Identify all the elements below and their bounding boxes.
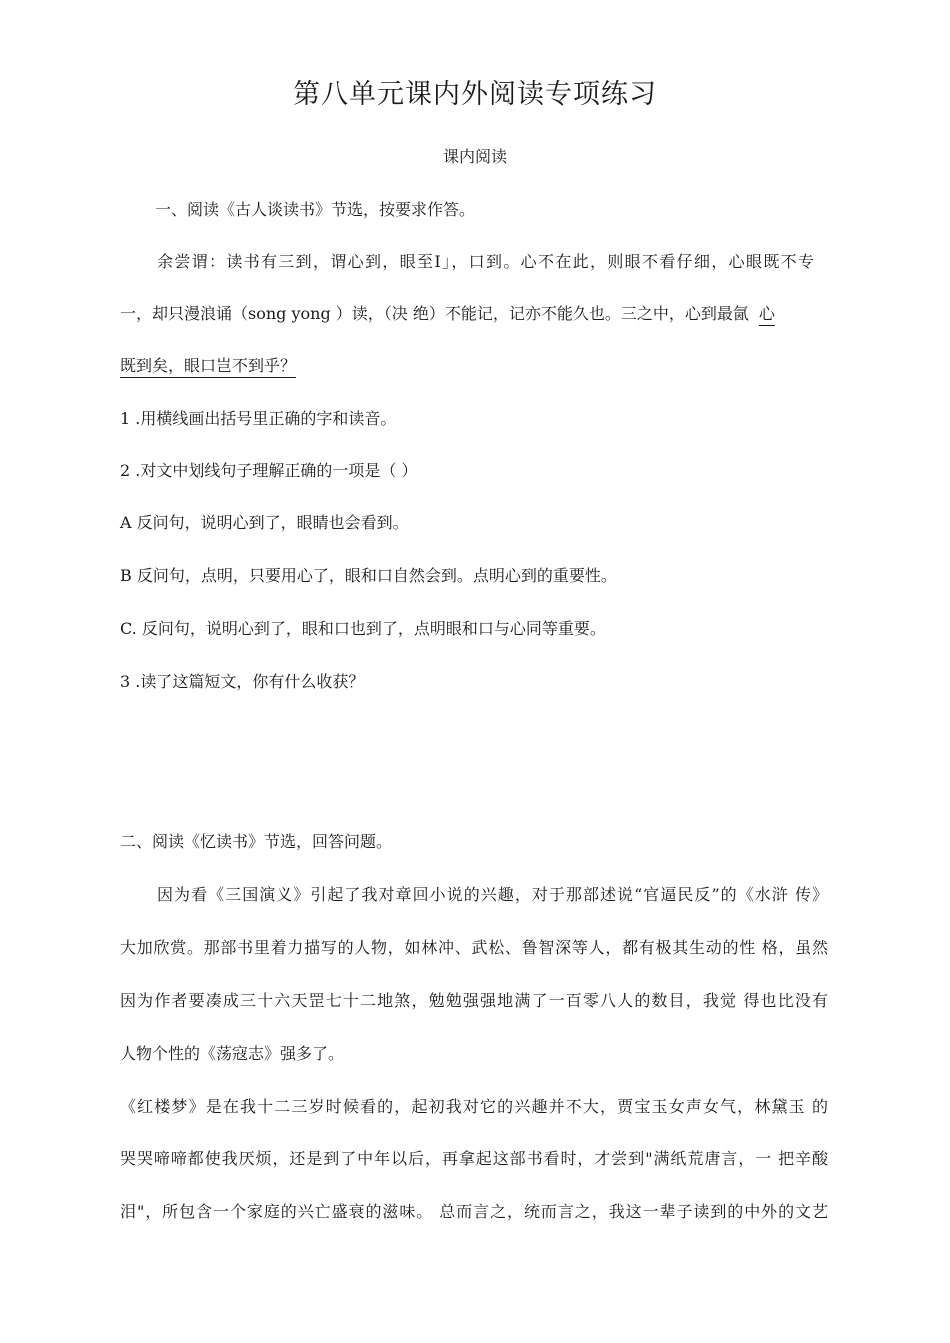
page-title: 第八单元课内外阅读专项练习 [293,79,657,110]
p1-line-4: 人物个性的《荡寇志》强多了。 [120,1044,345,1063]
passage-line-2-text: 一，却只漫浪诵（song yong ）读，（决 绝）不能记，记亦不能久也。三之中，心到最氤 [120,304,749,323]
section-subtitle: 课内阅读 [442,147,507,166]
p2-line-1: 《红楼梦》是在我十二三岁时候看的，起初我对它的兴趣并不大，贾宝玉女声女气，林黛玉 的 [120,1097,828,1116]
section1-heading: 一、阅读《古人谈读书》节选，按要求作答。 [155,200,476,219]
option-a: A 反问句，说明心到了，眼睛也会看到。 [120,513,409,532]
question-1: 1 .用横线画出括号里正确的字和读音。 [120,409,397,428]
p1-line-2: 大加欣赏。那部书里着力描写的人物，如林冲、武松、鲁智深等人，都有极其生动的性 格，虽然 [120,938,828,957]
section2-heading: 二、阅读《忆读书》节选，回答问题。 [120,832,393,851]
passage-line-3 [120,355,296,377]
underlined-sentence-start: 心 [759,304,775,326]
question-3: 3 .读了这篇短文，你有什么收获？ [120,672,365,691]
p2-line-2: 哭哭啼啼都使我厌烦，还是到了中年以后，再拿起这部书看时，才尝到"满纸荒唐言，一 把辛酸 [120,1149,828,1168]
underlined-sentence: 既到矣，眼口岂不到乎？ [120,356,296,378]
passage-line-2 [120,303,828,325]
p1-line-1: 因为看《三国演义》引起了我对章回小说的兴趣，对于那部述说“官逼民反”的《水浒 传》 [157,885,828,904]
passage-line-1: 余尝谓：读书有三到，谓心到，眼至I」，口到。心不在此，则眼不看仔细，心眼既不专 [157,252,814,271]
question-2: 2 .对文中划线句子理解正确的一项是（ ） [120,461,418,480]
option-c: C. 反问句，说明心到了，眼和口也到了，点明眼和口与心同等重要。 [120,619,606,638]
p1-line-3: 因为作者要凑成三十六天罡七十二地煞，勉勉强强地满了一百零八人的数目，我觉 得也比没有 [120,991,828,1010]
p2-line-3: 泪"，所包含一个家庭的兴亡盛衰的滋味。 总而言之，统而言之，我这一辈子读到的中外的文艺 [120,1202,828,1221]
option-b: B 反问句，点明，只要用心了，眼和口自然会到。点明心到的重要性。 [120,566,617,585]
